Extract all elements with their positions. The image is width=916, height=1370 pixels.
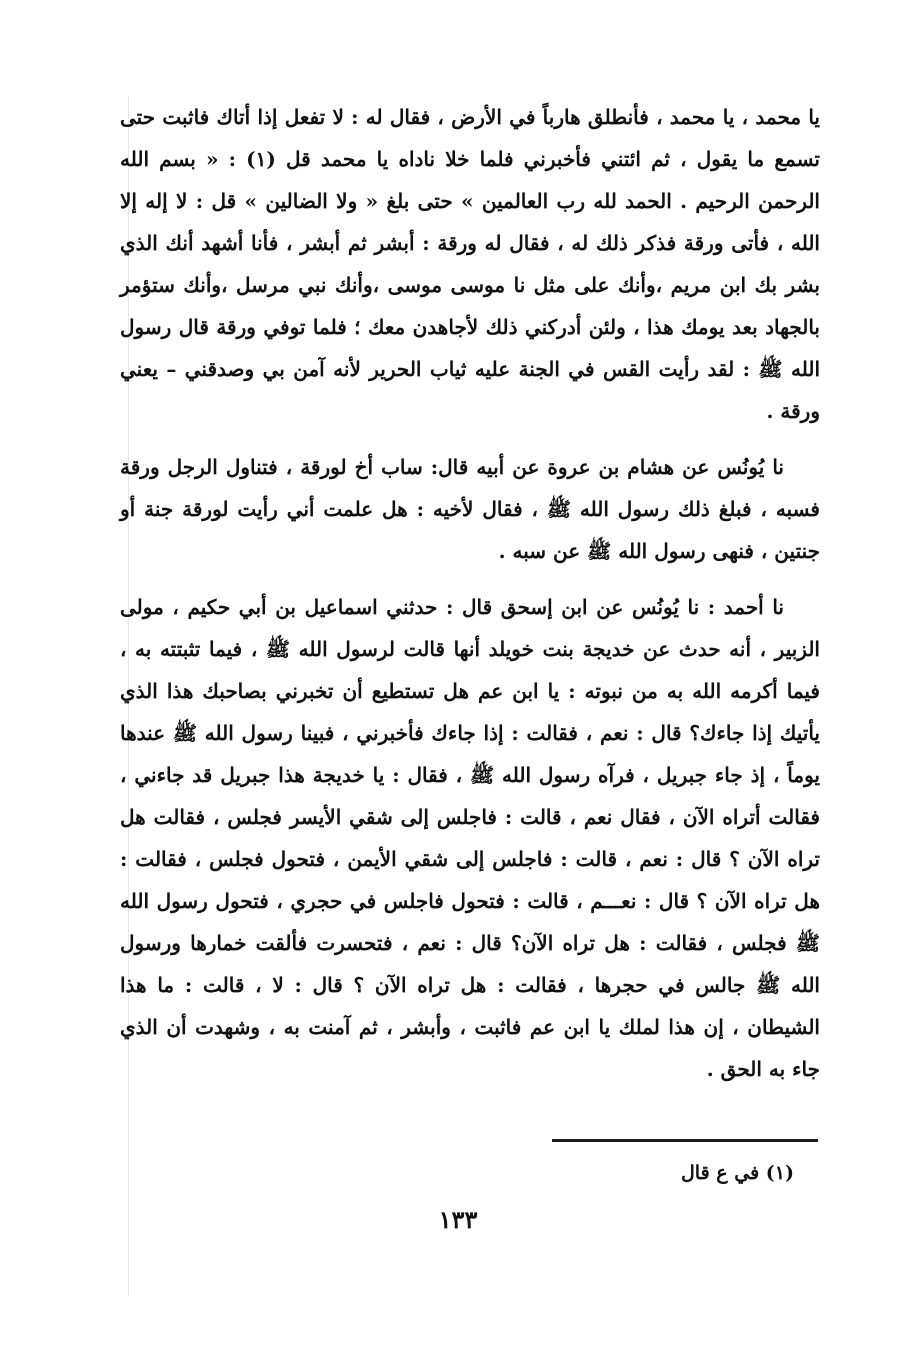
paragraph-1: يا محمد ، يا محمد ، فأنطلق هارباً في الأرض ، فقال له : لا تفعل إذا أتاك فاثبت حتى تسمع ما يقول ، ثم ائتني فأخبرني فلما خلا ناداه يا محمد قل (١) : « بسم الله الرحمن الرحيم . الحمد لله رب العالمين » حتى بلغ « ولا الضالين » قل : لا إله إلا الله ، فأتى ورقة فذكر ذلك له ، فقال له ورقة : أبشر ثم أبشر ، فأنا أشهد أنك الذي بشر بك ابن مريم ،وأنك على مثل نا موسى موسى ،وأنك نبي مرسل ،وأنك ستؤمر بالجهاد بعد يومك هذا ، ولئن أدركني ذلك لأجاهدن معك ؛ فلما توفي ورقة قال رسول الله ﷺ : لقد رأيت القس في الجنة عليه ثياب الحرير لأنه آمن بي وصدقني – يعني ورقة . (120, 105, 820, 423)
paragraph-3: نا أحمد : نا يُونُس عن ابن إسحق قال : حدثني اسماعيل بن أبي حكيم ، مولى الزبير ، أنه حدث عن خديجة بنت خويلد أنها قالت لرسول الله ﷺ ، فيما تثبتته به ، فيما أكرمه الله به من نبوته : يا ابن عم هل تستطيع أن تخبرني بصاحبك هذا الذي يأتيك إذا جاءك؟ قال : نعم ، فقالت : إذا جاءك فأخبرني ، فبينا رسول الله ﷺ عندها يوماً ، إذ جاء جبريل ، فرآه رسول الله ﷺ ، فقال : يا خديجة هذا جبريل قد جاءني ، فقالت أتراه الآن ، فقال نعم ، قالت : فاجلس إلى شقي الأيسر فجلس ، فقالت هل تراه الآن ؟ قال : نعم ، قالت : فاجلس إلى شقي الأيمن ، فتحول فجلس ، فقالت : هل تراه الآن ؟ قال : نعـــم ، قالت : فتحول فاجلس في حجري ، فتحول رسول الله ﷺ فجلس ، فقالت : هل تراه الآن؟ قال : نعم ، فتحسرت فألقت خمارها ورسول الله ﷺ جالس في حجرها ، فقالت : هل تراه الآن ؟ قال : لا ، قالت : ما هذا الشيطان ، إن هذا لملك يا ابن عم فاثبت ، وأبشر ، ثم آمنت به ، وشهدت أن الذي جاء به الحق . (120, 595, 820, 1081)
page-number: ١٣٣ (438, 1205, 478, 1234)
main-text (120, 96, 820, 1104)
footnote: (١) في ع قال (681, 1162, 794, 1184)
footnote-separator (552, 1139, 818, 1142)
paragraph-2: نا يُونُس عن هشام بن عروة عن أبيه قال: ساب أخ لورقة ، فتناول الرجل ورقة فسبه ، فبلغ ذلك رسول الله ﷺ ، فقال لأخيه : هل علمت أني رأيت لورقة جنة أو جنتين ، فنهى رسول الله ﷺ عن سبه . (120, 455, 820, 563)
